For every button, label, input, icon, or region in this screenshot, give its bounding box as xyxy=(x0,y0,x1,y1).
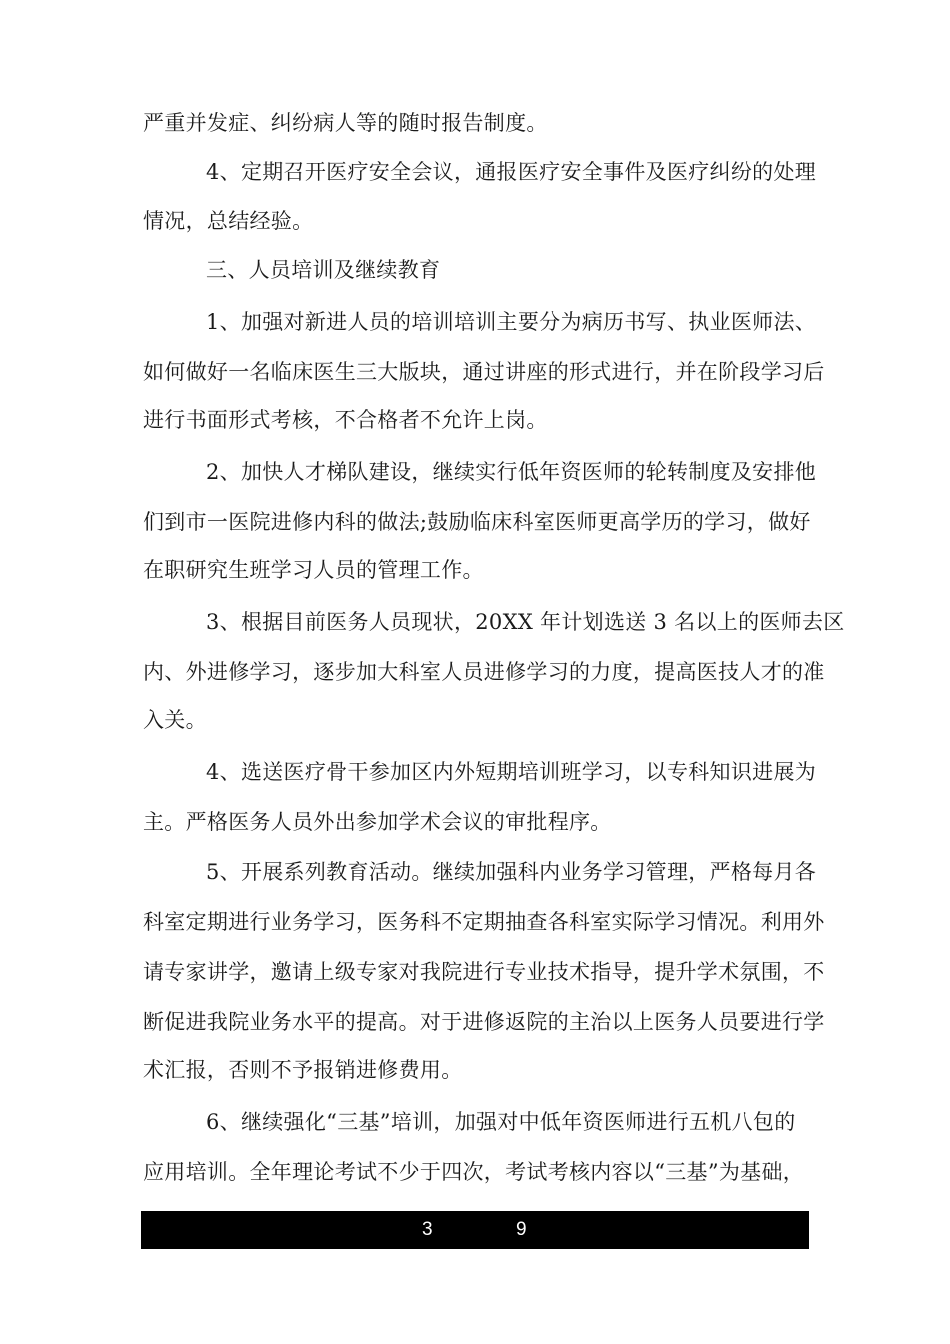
page-number-total: 9 xyxy=(516,1219,527,1240)
text-line: 1、加强对新进人员的培训培训主要分为病历书写、执业医师法、 xyxy=(206,310,817,334)
text-line: 科室定期进行业务学习，医务科不定期抽查各科室实际学习情况。利用外 xyxy=(143,910,825,934)
text-line: 断促进我院业务水平的提高。对于进修返院的主治以上医务人员要进行学 xyxy=(143,1010,825,1034)
text-line: 主。严格医务人员外出参加学术会议的审批程序。 xyxy=(143,810,612,834)
text-line: 入关。 xyxy=(143,708,207,732)
text-line: 在职研究生班学习人员的管理工作。 xyxy=(143,558,484,582)
text-line: 2、加快人才梯队建设，继续实行低年资医师的轮转制度及安排他 xyxy=(206,460,817,484)
text-line: 情况，总结经验。 xyxy=(143,209,314,233)
page-number-current: 3 xyxy=(422,1219,433,1240)
text-line: 4、定期召开医疗安全会议，通报医疗安全事件及医疗纠纷的处理 xyxy=(206,160,817,184)
text-line: 如何做好一名临床医生三大版块，通过讲座的形式进行，并在阶段学习后 xyxy=(143,360,825,384)
text-line: 5、开展系列教育活动。继续加强科内业务学习管理，严格每月各 xyxy=(206,860,817,884)
text-line: 3、根据目前医务人员现状，20XX 年计划选送 3 名以上的医师去区 xyxy=(206,610,845,634)
text-line: 严重并发症、纠纷病人等的随时报告制度。 xyxy=(143,111,548,135)
text-line: 内、外进修学习，逐步加大科室人员进修学习的力度，提高医技人才的准 xyxy=(143,660,825,684)
text-line: 进行书面形式考核，不合格者不允许上岗。 xyxy=(143,408,548,432)
section-heading: 三、人员培训及继续教育 xyxy=(206,258,441,282)
text-line: 请专家讲学，邀请上级专家对我院进行专业技术指导，提升学术氛围，不 xyxy=(143,960,825,984)
text-line: 4、选送医疗骨干参加区内外短期培训班学习，以专科知识进展为 xyxy=(206,760,817,784)
page-footer-bar xyxy=(141,1211,809,1249)
text-line: 们到市一医院进修内科的做法;鼓励临床科室医师更高学历的学习，做好 xyxy=(143,510,811,534)
text-line: 6、继续强化“三基”培训，加强对中低年资医师进行五机八包的 xyxy=(206,1110,796,1134)
text-line: 应用培训。全年理论考试不少于四次，考试考核内容以“三基”为基础， xyxy=(143,1160,805,1184)
text-line: 术汇报，否则不予报销进修费用。 xyxy=(143,1058,463,1082)
